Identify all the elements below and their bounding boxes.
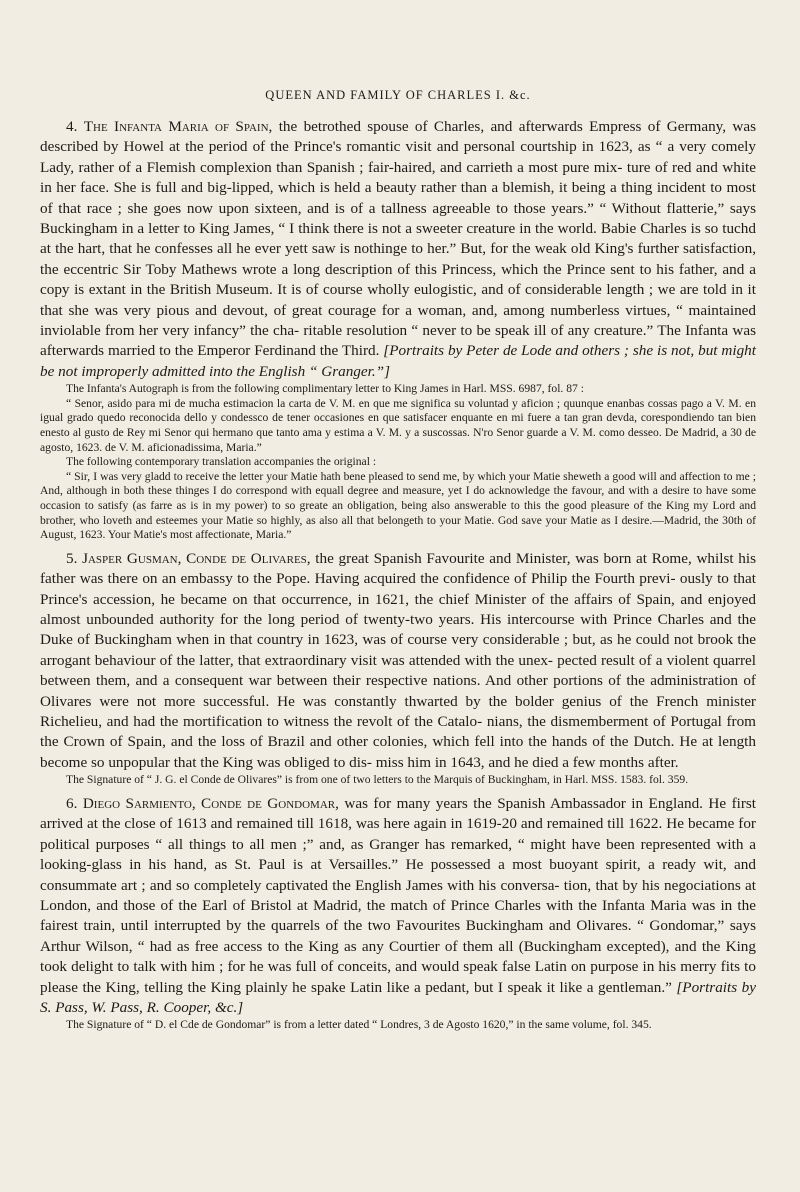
letter-spanish: “ Senor, asido para mi de mucha estimacion la carta de V. M. en que me significa su voluntad y aficion ; quunque enanbas cossas pago a V. M. en igual grado quedo reconocida dello y condessco de tener occasiones en que satisfacer enquante en mi fuere a tan gran devda, corespondiendo tan bien enesto al gusto de Rey mi Senor qui hermano que tanto ama y estima a V. M. y a suscossas. N'ro Senor guarde a V. M. como desseo. De Madrid, a 30 de agosto, 1623. de V. M. aficionadissima, Maria.” (40, 396, 756, 454)
footnote: The Signature of “ D. el Cde de Gondomar” is from a letter dated “ Londres, 3 de Agosto 1620,” in the same volume, fol. 345. (66, 1018, 652, 1032)
entry-number: 6. (66, 794, 78, 812)
entry-name: Diego Sarmiento, Conde de Gondomar, (82, 794, 339, 812)
entry-infanta-maria (40, 117, 756, 543)
entry-olivares (40, 549, 756, 788)
entry-name: The Infanta Maria of Spain, (83, 118, 273, 135)
entry-paragraph (40, 549, 756, 773)
entry-body: the great Spanish Favourite and Minister, was born at Rome, whilst his father was there on an embassy to the Pope. Having acquired the confidence of Philip the Fourth previ- ously to that Prince's accession, he became on that occurrence, in 1621, the chief Minister of the affairs of Spain, and enjoyed almost unbounded authority for the long period of twenty-two years. His intercourse with Prince Charles and the Duke of Buckingham when in that country in 1623, was of course very considerable ; but, as he could not brook the arrogant behaviour of the latter, that extraordinary visit was attended with the unex- pected result of a violent quarrel between them, and a consequent war between their respective nations. And other portions of the administration of Olivares were not more successful. He was constantly thwarted by the bolder genius of the French minister Richelieu, and had the mortification to witness the revolt of the Catalo- nians, the dismemberment of Portugal from the Crown of Spain, and the loss of Brazil and other colonies, which fell into the hands of the Dutch. He at length become so unpopular that the King was obliged to dis- miss him in 1643, and he died a few months after. (40, 549, 756, 771)
footnote: The following contemporary translation accompanies the original : (66, 455, 377, 469)
entry-citation: [Portraits by S. Pass, W. Pass, R. Cooper, &c.] (40, 978, 756, 1016)
entry-paragraph (40, 117, 756, 382)
entry-number: 4. (66, 118, 78, 135)
entry-number: 5. (66, 549, 78, 567)
entry-paragraph (40, 794, 756, 1018)
running-head: QUEEN AND FAMILY OF CHARLES I. &c. (265, 88, 531, 102)
entry-body: the betrothed spouse of Charles, and afterwards Empress of Germany, was described by Howel at the period of the Prince's romantic visit and personal courtship in 1623, as “ a very comely Lady, rather of a Flemish complexion than Spanish ; fair-haired, and carrieth a most pure mix- ture of red and white in her face. She is full and big-lipped, which is held a beauty rather than a blemish, it being a thing incident to most of that race ; she goes now upon sixteen, and is of a tallness agreeable to those years.” “ Without flatterie,” says Buckingham in a letter to King James, “ I think there is not a sweeter creature in the world. Babie Charles is so tuchd at the hart, that he confesses all he ever yett saw is nothinge to her.” But, for the weak old King's further satisfaction, the eccentric Sir Toby Mathews wrote a long description of this Princess, which the Prince sent to his father, and a copy is extant in the British Museum. It is of course wholly eulogistic, and of considerable length ; we are told in it that she was very pious and devout, of great courage for a woman, and, among numberless virtues, “ maintained inviolable from her very infancy” the cha- ritable resolution “ never to be speak ill of any creature.” The Infanta was afterwards married to the Emperor Ferdinand the Third. (40, 118, 757, 360)
footnote: The Signature of “ J. G. el Conde de Olivares” is from one of two letters to the Marquis of Buckingham, in Harl. MSS. 1583. fol. 359. (66, 773, 689, 787)
page (40, 88, 756, 1039)
entry-name: Jasper Gusman, Conde de Olivares, (82, 549, 311, 567)
letter-translation: “ Sir, I was very gladd to receive the letter your Matie hath bene pleased to send me, by which your Matie sheweth a good will and affection to me ; And, although in both these thinges I do correspond with equall degree and measure, yet I do acknowledge the favour, and with a desire to have some occasion to satisfy (as farre as is in my power) to so greate an obligation, being also answerable to this the good pleasure of the King my Lord and brother, who loveth and esteemes your Matie so highly, as also all that belongeth to your Matie. God save your Matie as I desire.—Madrid, the 30th of August, 1623. Your Matie's most affectionate, Maria.” (40, 469, 756, 542)
footnote: The Infanta's Autograph is from the following complimentary letter to King James in Harl. MSS. 6987, fol. 87 : (66, 382, 584, 396)
entry-citation: [Portraits by Peter de Lode and others ; she is not, but might be not improperly admitted into the English “ Granger.”] (40, 342, 756, 380)
entry-gondomar (40, 794, 756, 1033)
entry-body: was for many years the Spanish Ambassador in England. He first arrived at the close of 1613 and remained till 1618, was here again in 1619-20 and remained till 1622. He became for political purposes “ all things to all men ;” and, as Granger has remarked, “ might have been represented with a looking-glass in his hand, as St. Paul is at Versailles.” He possessed a most buoyant spirit, a ready wit, and consummate art ; and so completely captivated the English James with his conversa- tion, that by his negociations at London, and those of the Earl of Bristol at Madrid, the match of Prince Charles with the Infanta Maria was in the fairest train, until interrupted by the quarrels of the two Favourites Buckingham and Olivares. “ Gondomar,” says Arthur Wilson, “ had as free access to the King as any Courtier of them all (Buckingham excepted), and the King took delight to talk with him ; for he was full of conceits, and would speak false Latin on purpose in his merry fits to please the King, telling the King plainly he spake Latin like a pedant, but I speak it like a gentleman.” (40, 794, 757, 996)
